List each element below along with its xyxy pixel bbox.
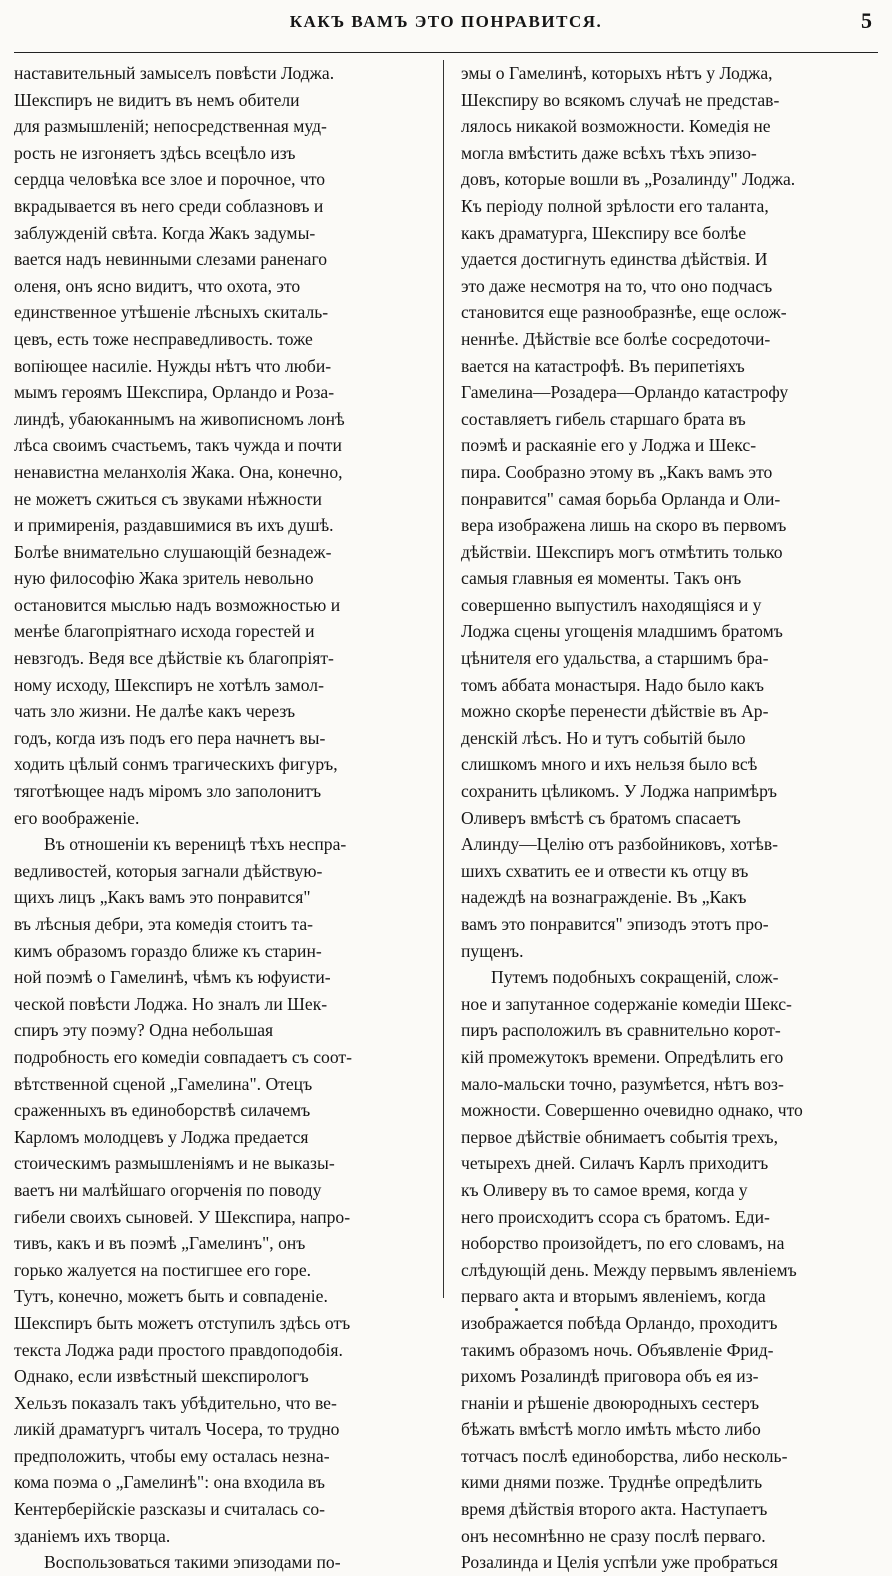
text-line: невзгодъ. Ведя все дѣйствіе къ благопріят- xyxy=(14,648,334,669)
text-line: кій промежутокъ времени. Опредѣлить его xyxy=(461,1046,784,1067)
text-line: томъ аббата монастыря. Надо было какъ xyxy=(461,674,765,695)
text-line: лялось никакой возможности. Комедія не xyxy=(461,116,771,137)
text-line: не можетъ сжиться съ звуками нѣжности xyxy=(14,488,322,509)
text-line: зданіемъ ихъ творца. xyxy=(14,1525,171,1546)
text-line: ческой повѣсти Лоджа. Но зналъ ли Шек- xyxy=(14,993,328,1014)
text-line: Шекспиръ не видитъ въ немъ обители xyxy=(14,89,300,110)
text-line: Въ отношеніи къ вереницѣ тѣхъ неспра- xyxy=(44,834,347,855)
text-line: линдѣ, убаюканнымъ на живописномъ лонѣ xyxy=(14,408,345,429)
text-line: совершенно выпустилъ находящіяся и у xyxy=(461,594,762,615)
text-line: довъ, которые вошли въ „Розалинду" Лоджа. xyxy=(461,169,796,190)
right-column xyxy=(461,60,880,1576)
text-line: время дѣйствія второго акта. Наступаетъ xyxy=(461,1499,768,1520)
text-line: заблужденій свѣта. Когда Жакъ задумы- xyxy=(14,222,316,243)
text-line: щихъ лицъ „Какъ вамъ это понравится" xyxy=(14,887,311,908)
text-line: изображается побѣда Орландо, проходитъ xyxy=(461,1312,778,1333)
text-line: кома поэма о „Гамелинѣ": она входила въ xyxy=(14,1472,325,1493)
text-line: наставительный замыселъ повѣсти Лоджа. xyxy=(14,63,335,83)
text-line: ноборство произойдетъ, по его словамъ, на xyxy=(461,1233,785,1254)
text-line: стоическимъ размышленіямъ и не выказы- xyxy=(14,1153,335,1174)
text-line: него происходитъ ссора съ братомъ. Еди- xyxy=(461,1206,770,1227)
column-divider xyxy=(443,60,444,1298)
text-line: текста Лоджа ради простого правдоподобія. xyxy=(14,1339,343,1360)
text-line: ваетъ ни малѣйшаго огорченія по поводу xyxy=(14,1179,322,1200)
text-line: вается на катастрофѣ. Въ перипетіяхъ xyxy=(461,355,745,376)
text-line: ведливостей, которыя загнали дѣйствую- xyxy=(14,860,323,881)
text-line: тивъ, какъ и въ поэмѣ „Гамелинъ", онъ xyxy=(14,1233,306,1254)
text-line: понравится" самая борьба Орланда и Оли- xyxy=(461,488,781,509)
text-line: ной поэмѣ о Гамелинѣ, чѣмъ къ юфуисти- xyxy=(14,967,331,988)
text-line: самыя главныя ея моменты. Такъ онъ xyxy=(461,568,742,589)
text-line: предположить, чтобы ему осталась незна- xyxy=(14,1445,330,1466)
text-line: Болѣе внимательно слушающій безнадеж- xyxy=(14,541,332,562)
text-line: Кентерберійскіе разсказы и считалась со- xyxy=(14,1499,325,1520)
text-line: пира. Сообразно этому въ „Какъ вамъ это xyxy=(461,461,773,482)
text-line: пиръ расположилъ въ сравнительно корот- xyxy=(461,1020,781,1041)
page-number: 5 xyxy=(861,8,872,33)
header-rule xyxy=(14,52,878,53)
text-line: для размышленій; непосредственная муд- xyxy=(14,116,327,137)
text-line: горько жалуется на постигшее его горе. xyxy=(14,1259,312,1280)
text-line: ному исходу, Шекспиръ не хотѣлъ замол- xyxy=(14,674,324,695)
text-line: годъ, когда изъ подъ его пера начнетъ вы- xyxy=(14,727,326,748)
text-line: его воображеніе. xyxy=(14,807,140,828)
text-line: какъ драматурга, Шекспиру все болѣе xyxy=(461,222,747,243)
text-line: гнаніи и рѣшеніе двоюродныхъ сестеръ xyxy=(461,1392,760,1413)
running-title: КАКЪ ВАМЪ ЭТО ПОНРАВИТСЯ. xyxy=(289,12,603,31)
text-line: можно скорѣе перенести дѣйствіе въ Ар- xyxy=(461,701,769,722)
text-line: ную философію Жака зритель невольно xyxy=(14,568,314,589)
text-line: рость не изгоняетъ здѣсь всецѣло изъ xyxy=(14,142,296,163)
text-line: Воспользоваться такими эпизодами по- xyxy=(44,1552,341,1573)
text-line: слѣдующій день. Между первымъ явленіемъ xyxy=(461,1259,797,1280)
text-line: Розалинда и Целія успѣли уже пробраться xyxy=(461,1552,778,1573)
text-line: это даже несмотря на то, что оно подчасъ xyxy=(461,275,773,296)
text-line: сраженныхъ въ единоборствѣ силачемъ xyxy=(14,1100,311,1121)
text-line: дѣйствіи. Шекспиръ могъ отмѣтить только xyxy=(461,541,783,562)
text-line: становится еще разнообразнѣе, еще ослож- xyxy=(461,302,787,323)
page-header xyxy=(14,8,878,38)
text-line: мало-мальски точно, разумѣется, нѣтъ воз- xyxy=(461,1073,784,1094)
text-line: Лоджа сцены угощенія младшимъ братомъ xyxy=(461,621,783,642)
text-line: ликій драматургъ читалъ Чосера, то трудно xyxy=(14,1419,340,1440)
text-line: Шекспиръ быть можетъ отступилъ здѣсь отъ xyxy=(14,1312,351,1333)
text-line: вается надъ невинными слезами раненаго xyxy=(14,249,328,270)
text-line: гибели своихъ сыновей. У Шекспира, напро- xyxy=(14,1206,351,1227)
print-speck xyxy=(515,1308,518,1311)
text-line: неннѣе. Дѣйствіе все болѣе сосредоточи- xyxy=(461,328,771,349)
text-line: кимъ образомъ гораздо ближе къ старин- xyxy=(14,940,322,961)
text-line: подробность его комедіи совпадаетъ съ соот- xyxy=(14,1046,352,1067)
text-line: Карломъ молодцевъ у Лоджа предается xyxy=(14,1126,309,1147)
text-line: ходить цѣлый сонмъ трагическихъ фигуръ, xyxy=(14,754,338,775)
text-line: цѣнителя его удальства, а старшимъ бра- xyxy=(461,648,769,669)
text-line: слишкомъ много и ихъ нельзя было всѣ xyxy=(461,754,758,775)
text-line: четырехъ дней. Силачъ Карлъ приходитъ xyxy=(461,1153,769,1174)
text-line: Путемъ подобныхъ сокращеній, слож- xyxy=(491,967,779,988)
text-line: чать зло жизни. Не далѣе какъ черезъ xyxy=(14,701,296,722)
text-line: и примиренія, раздавшимися въ ихъ душѣ. xyxy=(14,515,334,536)
text-line: спиръ эту поэму? Одна небольшая xyxy=(14,1020,274,1041)
text-line: шихъ схватить ее и отвести къ отцу въ xyxy=(461,860,749,881)
text-line: сердца человѣка все злое и порочное, что xyxy=(14,169,326,190)
text-line: къ Оливеру въ то самое время, когда у xyxy=(461,1179,748,1200)
text-line: мымъ героямъ Шекспира, Орландо и Розa- xyxy=(14,382,335,403)
text-line: Тутъ, конечно, можетъ быть и совпаденіе. xyxy=(14,1286,328,1307)
text-line: Алинду—Целію отъ разбойниковъ, хотѣв- xyxy=(461,834,778,855)
text-line: пущенъ. xyxy=(461,940,524,961)
text-line: денскій лѣсъ. Но и тутъ событій было xyxy=(461,727,746,748)
text-line: вѣтственной сценой „Гамелина". Отецъ xyxy=(14,1073,313,1094)
text-line: удается достигнуть единства дѣйствія. И xyxy=(461,249,768,270)
text-line: сохранить цѣликомъ. У Лоджа напримѣръ xyxy=(461,781,777,802)
text-line: эмы о Гамелинѣ, которыхъ нѣтъ у Лоджа, xyxy=(461,63,773,83)
text-line: онъ несомнѣнно не сразу послѣ перваго. xyxy=(461,1525,766,1546)
text-line: ненавистна меланхолія Жака. Она, конечно, xyxy=(14,461,343,482)
text-line: могла вмѣстить даже всѣхъ тѣхъ эпизо- xyxy=(461,142,757,163)
text-line: оленя, онъ ясно видитъ, что охота, это xyxy=(14,275,301,296)
text-line: ное и запутанное содержаніе комедіи Шекс- xyxy=(461,993,792,1014)
text-line: Однако, если извѣстный шекспирологъ xyxy=(14,1366,309,1387)
left-column xyxy=(14,60,433,1576)
text-line: остановится мыслью надъ возможностью и xyxy=(14,594,341,615)
text-line: вкрадывается въ него среди соблазновъ и xyxy=(14,195,324,216)
text-line: рихомъ Розалиндѣ приговора объ ея из- xyxy=(461,1366,759,1387)
text-line: вопіющее насиліе. Нужды нѣтъ что люби- xyxy=(14,355,332,376)
text-line: Гамелина—Розадера—Орландо катастрофу xyxy=(461,382,789,403)
text-line: поэмѣ и раскаяніе его у Лоджа и Шекс- xyxy=(461,435,757,456)
text-line: перваго акта и вторымъ явленіемъ, когда xyxy=(461,1286,766,1307)
text-line: лѣса своимъ счастьемъ, такъ чужда и почти xyxy=(14,435,342,456)
text-line: бѣжать вмѣстѣ могло имѣть мѣсто либо xyxy=(461,1419,761,1440)
text-line: Къ періоду полной зрѣлости его таланта, xyxy=(461,195,769,216)
text-line: Шекспиру во всякомъ случаѣ не представ- xyxy=(461,89,780,110)
text-line: тотчасъ послѣ единоборства, либо несколь- xyxy=(461,1445,788,1466)
text-line: тяготѣющее надъ міромъ зло заполонитъ xyxy=(14,781,322,802)
text-line: надеждѣ на вознагражденіе. Въ „Какъ xyxy=(461,887,747,908)
text-line: можности. Совершенно очевидно однако, что xyxy=(461,1100,803,1121)
text-line: такимъ образомъ ночь. Объявленіе Фрид- xyxy=(461,1339,774,1360)
text-line: вамъ это понравится" эпизодъ этотъ про- xyxy=(461,914,769,934)
text-line: единственное утѣшеніе лѣсныхъ скиталь- xyxy=(14,302,329,323)
text-line: Хельзъ показалъ такъ убѣдительно, что ве- xyxy=(14,1392,337,1413)
text-line: Оливеръ вмѣстѣ съ братомъ спасаетъ xyxy=(461,807,741,828)
text-line: составляетъ гибель старшаго брата въ xyxy=(461,408,746,429)
text-line: цевъ, есть тоже несправедливость. тоже xyxy=(14,328,313,349)
text-line: вера изображена лишь на скоро въ первомъ xyxy=(461,515,787,536)
text-line: въ лѣсныя дебри, эта комедія стоитъ та- xyxy=(14,914,314,934)
text-line: кими днями позже. Труднѣе опредѣлить xyxy=(461,1472,763,1493)
text-line: первое дѣйствіе обнимаетъ событія трехъ, xyxy=(461,1126,778,1147)
text-line: менѣе благопріятнаго исхода горестей и xyxy=(14,621,315,642)
